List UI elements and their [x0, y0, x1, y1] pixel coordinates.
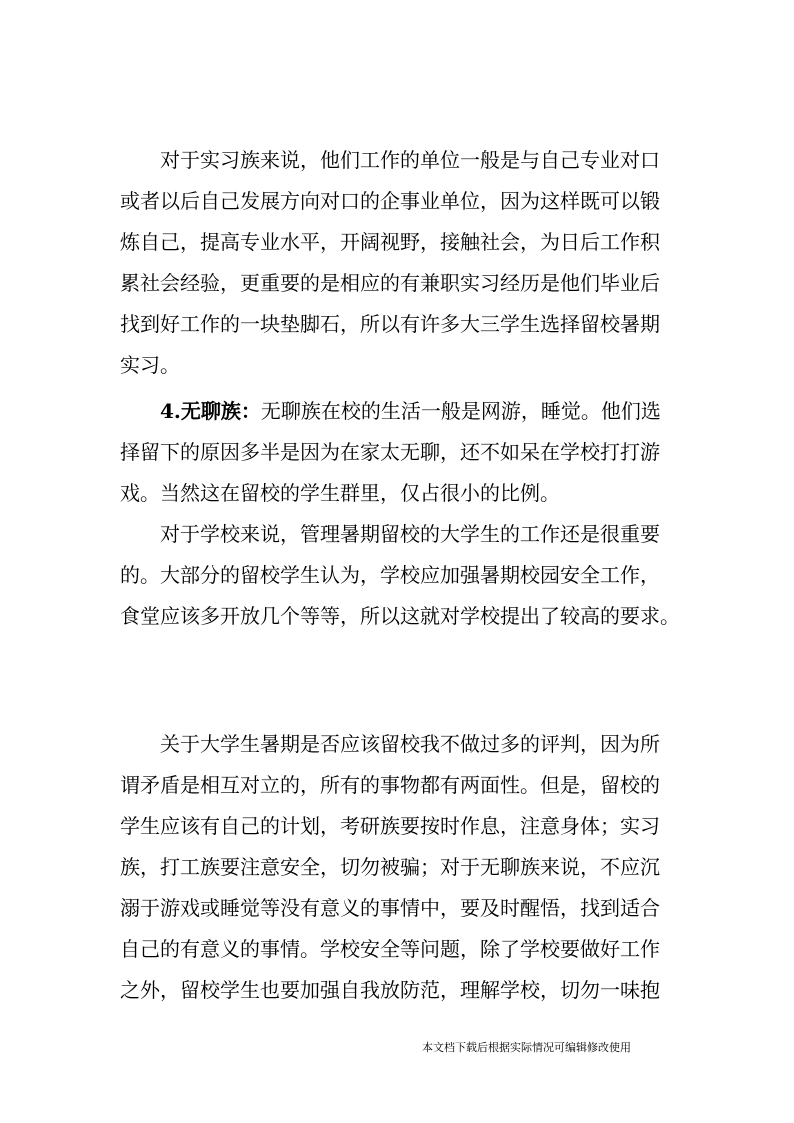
- paragraph-line: 实习。: [120, 353, 180, 377]
- paragraph-line: 学生应该有自己的计划，考研族要按时作息，注意身体；实习: [120, 814, 660, 838]
- page-footer: 本文档下载后根据实际情况可编辑修改使用: [422, 1041, 631, 1054]
- paragraph-line: 食堂应该多开放几个等等，所以这就对学校提出了较高的要求。: [120, 604, 680, 628]
- paragraph-line: 戏。当然这在留校的学生群里，仅占很小的比例。: [120, 481, 560, 505]
- paragraph-line: 对于实习族来说，他们工作的单位一般是与自己专业对口: [160, 148, 660, 172]
- section-heading: 4.无聊族：: [160, 399, 261, 423]
- paragraph-line: 族，打工族要注意安全，切勿被骗；对于无聊族来说，不应沉: [120, 855, 660, 879]
- paragraph-line: 的。大部分的留校学生认为，学校应加强暑期校园安全工作，: [120, 563, 660, 587]
- paragraph-line: 谓矛盾是相互对立的，所有的事物都有两面性。但是，留校的: [120, 773, 660, 797]
- paragraph-line: 之外，留校学生也要加强自我放防范，理解学校，切勿一味抱: [120, 978, 660, 1002]
- paragraph-line: 溺于游戏或睡觉等没有意义的事情中，要及时醒悟，找到适合: [120, 896, 660, 920]
- paragraph-line: 找到好工作的一块垫脚石，所以有许多大三学生选择留校暑期: [120, 312, 660, 336]
- paragraph-line: 择留下的原因多半是因为在家太无聊，还不如呆在学校打打游: [120, 440, 660, 464]
- paragraph-text: 无聊族在校的生活一般是网游，睡觉。他们选: [260, 399, 661, 423]
- paragraph-line: 对于学校来说，管理暑期留校的大学生的工作还是很重要: [160, 522, 660, 546]
- paragraph-line: 关于大学生暑期是否应该留校我不做过多的评判，因为所: [160, 732, 660, 756]
- paragraph-line: 或者以后自己发展方向对口的企事业单位，因为这样既可以锻: [120, 189, 660, 213]
- paragraph-line: 自己的有意义的事情。学校安全等问题，除了学校要做好工作: [120, 937, 660, 961]
- paragraph-line: [160, 398, 730, 424]
- paragraph-line: 炼自己，提高专业水平，开阔视野，接触社会，为日后工作积: [120, 230, 660, 254]
- paragraph-line: 累社会经验，更重要的是相应的有兼职实习经历是他们毕业后: [120, 271, 660, 295]
